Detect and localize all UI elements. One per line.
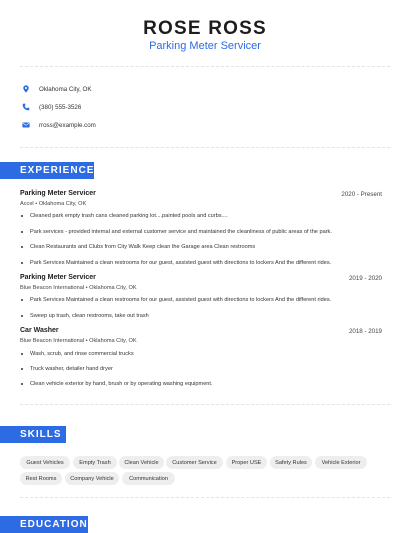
skill-chip: Rest Rooms — [20, 472, 62, 485]
contact-location — [22, 85, 92, 93]
skill-chip: Customer Service — [166, 456, 223, 469]
phone-text: (380) 555-3526 — [39, 103, 82, 111]
contact-phone — [22, 103, 81, 111]
list-item: Truck washer, detailer hand dryer — [20, 366, 113, 372]
phone-icon — [22, 103, 30, 111]
skill-chip: Safety Rules — [270, 456, 312, 469]
job-title: Parking Meter Servicer — [20, 274, 96, 281]
job-dates: 2019 - 2020 — [348, 275, 382, 282]
contact-email[interactable] — [22, 121, 96, 129]
job-dates: 2020 - Present — [341, 191, 382, 198]
divider — [20, 66, 390, 67]
skill-chip: Guest Vehicles — [20, 456, 70, 469]
divider — [20, 497, 390, 498]
list-item: Park Services Maintained a clean restrooms for our guest, assisted guest with directions to lockers And the different rides. — [20, 297, 331, 303]
job-dates: 2018 - 2019 — [348, 328, 382, 335]
list-item: Park services - provided internal and external customer service and maintained the cleanliness of public areas of the park. — [20, 229, 332, 235]
location-text: Oklahoma City, OK — [39, 85, 92, 93]
list-item: Clean vehicle exterior by hand, brush or by operating washing equipment. — [20, 381, 213, 387]
resume-name: ROSE ROSS — [143, 18, 267, 39]
skill-chip: Vehicle Exterior — [315, 456, 367, 469]
section-header-skills: SKILLS — [0, 426, 66, 443]
section-header-experience: EXPERIENCE — [0, 162, 94, 179]
list-item: Park Services Maintained a clean restrooms for our guest, assisted guest with directions to lockers And the different rides. — [20, 260, 331, 266]
job-company: Blue Beacon International • Oklahoma City, OK — [20, 285, 137, 291]
list-item: Sweep up trash, clean restrooms, take out trash — [20, 313, 149, 319]
list-item: Wash, scrub, and rinse commercial trucks — [20, 351, 134, 357]
section-header-education: EDUCATION — [0, 516, 88, 533]
resume-title: Parking Meter Servicer — [149, 40, 261, 52]
job-title: Parking Meter Servicer — [20, 190, 96, 197]
skill-chip: Communication — [122, 472, 175, 485]
location-pin-icon — [22, 85, 30, 93]
email-icon — [22, 121, 30, 129]
job-company: Accel • Oklahoma City, OK — [20, 201, 87, 207]
divider — [20, 404, 390, 405]
list-item: Clean Restaurants and Clubs from City Walk Keep clean the Garage area Clean restrooms — [20, 244, 255, 250]
skill-chip: Proper USE — [226, 456, 267, 469]
skill-chip: Empty Trash — [73, 456, 117, 469]
email-text[interactable]: rross@example.com — [39, 121, 96, 129]
job-company: Blue Beacon International • Oklahoma City, OK — [20, 338, 137, 344]
job-title: Car Washer — [20, 327, 59, 334]
skill-chip: Company Vehicle — [65, 472, 119, 485]
skill-chip: Clean Vehicle — [119, 456, 164, 469]
divider — [20, 147, 390, 148]
list-item: Cleaned park empty trash cans cleaned parking lot....painted pools and curbs.... — [20, 213, 228, 219]
